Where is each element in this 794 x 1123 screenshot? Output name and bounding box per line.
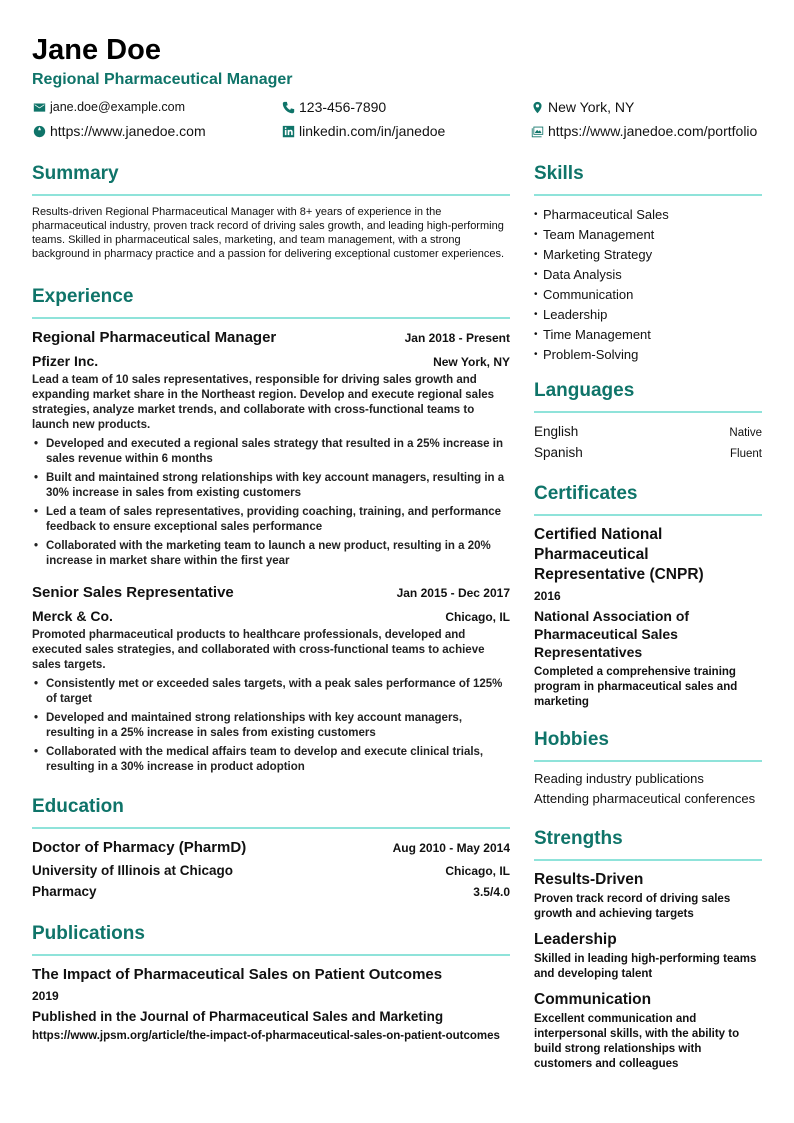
degree-name: Doctor of Pharmacy (PharmD)	[32, 839, 247, 856]
portfolio-link: https://www.janedoe.com/portfolio	[548, 123, 758, 139]
strength-description: Excellent communication and interpersonal skills, with the ability to build strong relationships with customers and colleagues	[534, 1013, 740, 1070]
summary-heading: Summary	[32, 163, 119, 184]
education-section	[32, 795, 510, 902]
envelope-icon	[32, 100, 46, 114]
job-description: Promoted pharmaceutical products to healthcare professionals, developed and executed sales strategies, and collaborated with cross-functional teams to achieve sales targets.	[32, 629, 485, 671]
job-location: New York, NY	[433, 355, 510, 369]
language-name: Spanish	[534, 445, 583, 460]
language-row	[534, 443, 762, 464]
company-name: Merck & Co.	[32, 608, 113, 624]
experience-section	[32, 285, 510, 775]
job-description: Lead a team of 10 sales representatives, responsible for driving sales growth and expanding market share in the Northeast region. Develop and execute regional sales strategies, analyze market trends, and collaborate with cross-functional teams to launch new products.	[32, 374, 495, 431]
achievement-item: • Developed and maintained strong relationships with key account managers, resulting in a 25% increase in sales from existing customers	[32, 711, 510, 741]
resume-page	[32, 32, 762, 1070]
strength-title: Results-Driven	[534, 871, 644, 888]
skills-heading: Skills	[534, 163, 584, 184]
job-title: Regional Pharmaceutical Manager	[32, 329, 277, 346]
gpa: 3.5/4.0	[473, 885, 510, 899]
publications-heading: Publications	[32, 923, 145, 944]
hobbies-section	[534, 728, 762, 807]
certificate-year: 2016	[534, 589, 561, 603]
strength-description: Proven track record of driving sales growth and achieving targets	[534, 893, 731, 920]
experience-heading: Experience	[32, 286, 134, 307]
resume-columns	[32, 162, 762, 1086]
skill-item: • Leadership	[534, 305, 762, 325]
hobbies-heading: Hobbies	[534, 729, 609, 750]
hobby-item: Reading industry publications	[534, 771, 704, 786]
certificates-section	[534, 482, 762, 710]
job-dates: Jan 2018 - Present	[404, 331, 510, 345]
skill-item: • Marketing Strategy	[534, 245, 762, 265]
publication-title: The Impact of Pharmaceutical Sales on Patient Outcomes	[32, 966, 443, 983]
education-dates: Aug 2010 - May 2014	[392, 841, 510, 855]
phone-icon	[281, 100, 295, 114]
map-pin-icon	[530, 100, 544, 114]
job-dates: Jan 2015 - Dec 2017	[396, 586, 510, 600]
achievement-item: • Developed and executed a regional sales strategy that resulted in a 25% increase in sales revenue within 6 months	[32, 437, 510, 467]
job-location: Chicago, IL	[445, 610, 510, 624]
left-column	[32, 162, 510, 1086]
strength-description: Skilled in leading high-performing teams and developing talent	[534, 953, 757, 980]
strength-title: Communication	[534, 991, 652, 1008]
certificate-description: Completed a comprehensive training program in pharmaceutical sales and marketing	[534, 666, 738, 708]
publication-url[interactable]: https://www.jpsm.org/article/the-impact-of-pharmaceutical-sales-on-patient-outcomes	[32, 1030, 500, 1042]
hobby-item: Attending pharmaceutical conferences	[534, 791, 756, 806]
linkedin-link: linkedin.com/in/janedoe	[299, 123, 446, 139]
candidate-role: Regional Pharmaceutical Manager	[32, 71, 293, 88]
language-level: Native	[729, 427, 762, 439]
contact-linkedin[interactable]	[281, 121, 530, 141]
right-column	[534, 162, 762, 1086]
skill-item: • Data Analysis	[534, 265, 762, 285]
section-divider	[32, 194, 510, 196]
contact-phone[interactable]	[281, 97, 530, 117]
section-divider	[534, 760, 762, 762]
linkedin-icon	[281, 124, 295, 138]
section-divider	[32, 954, 510, 956]
certificate-issuer: National Association of Pharmaceutical Sales Representatives	[534, 608, 690, 660]
globe-icon	[32, 124, 46, 138]
location-text: New York, NY	[548, 99, 635, 115]
summary-text: Results-driven Regional Pharmaceutical Manager with 8+ years of experience in the pharmaceutical industry, proven track record of driving sales growth, and leading high-performing teams. Skilled in pharmaceutical sales, marketing, and team management, with a strong background in pharmacy practice and a passion for delivering exceptional customer experiences.	[32, 206, 505, 260]
section-divider	[32, 827, 510, 829]
job-entry	[32, 328, 510, 569]
job-achievements	[32, 677, 510, 775]
job-achievements	[32, 437, 510, 569]
skill-item: • Time Management	[534, 325, 762, 345]
strengths-section	[534, 827, 762, 1072]
skill-item: • Communication	[534, 285, 762, 305]
languages-heading: Languages	[534, 380, 635, 401]
language-name: English	[534, 424, 579, 439]
contact-portfolio[interactable]	[530, 121, 762, 141]
achievement-item: • Collaborated with the medical affairs team to develop and execute clinical trials, resulting in a 30% increase in product adoption	[32, 745, 510, 775]
email-text: jane.doe@example.com	[50, 100, 185, 114]
languages-section	[534, 379, 762, 464]
candidate-name: Jane Doe	[32, 34, 161, 66]
contact-email[interactable]	[32, 97, 281, 117]
achievement-item: • Led a team of sales representatives, providing coaching, training, and performance feedback to ensure exceptional sales performance	[32, 505, 510, 535]
website-link: https://www.janedoe.com	[50, 123, 206, 139]
achievement-item: • Collaborated with the marketing team to launch a new product, resulting in a 20% increase in market share within the first year	[32, 539, 510, 569]
section-divider	[534, 514, 762, 516]
skills-section	[534, 162, 762, 365]
portfolio-icon	[530, 124, 544, 138]
school-location: Chicago, IL	[445, 864, 510, 878]
section-divider	[534, 194, 762, 196]
publication-year: 2019	[32, 989, 59, 1003]
strengths-heading: Strengths	[534, 828, 623, 849]
section-divider	[534, 411, 762, 413]
skill-item: • Problem-Solving	[534, 345, 762, 365]
skills-list	[534, 205, 762, 365]
section-divider	[32, 317, 510, 319]
field-of-study: Pharmacy	[32, 884, 97, 899]
language-level: Fluent	[730, 448, 762, 460]
education-heading: Education	[32, 796, 124, 817]
phone-text: 123-456-7890	[299, 99, 387, 115]
job-entry	[32, 583, 510, 775]
certificates-heading: Certificates	[534, 483, 638, 504]
certificate-name: Certified National Pharmaceutical Representative (CNPR)	[534, 526, 704, 583]
achievement-item: • Built and maintained strong relationships with key account managers, resulting in a 30% increase in sales from existing customers	[32, 471, 510, 501]
contact-website[interactable]	[32, 121, 281, 141]
company-name: Pfizer Inc.	[32, 353, 99, 369]
section-divider	[534, 859, 762, 861]
skill-item: • Pharmaceutical Sales	[534, 205, 762, 225]
publications-section	[32, 922, 510, 1044]
language-row	[534, 422, 762, 443]
contact-block	[32, 97, 762, 141]
job-title: Senior Sales Representative	[32, 584, 234, 601]
summary-section	[32, 162, 510, 261]
strength-title: Leadership	[534, 931, 617, 948]
publication-venue: Published in the Journal of Pharmaceutical Sales and Marketing	[32, 1009, 444, 1024]
school-name: University of Illinois at Chicago	[32, 863, 234, 878]
skill-item: • Team Management	[534, 225, 762, 245]
contact-location	[530, 97, 762, 117]
achievement-item: • Consistently met or exceeded sales targets, with a peak sales performance of 125% of target	[32, 677, 510, 707]
